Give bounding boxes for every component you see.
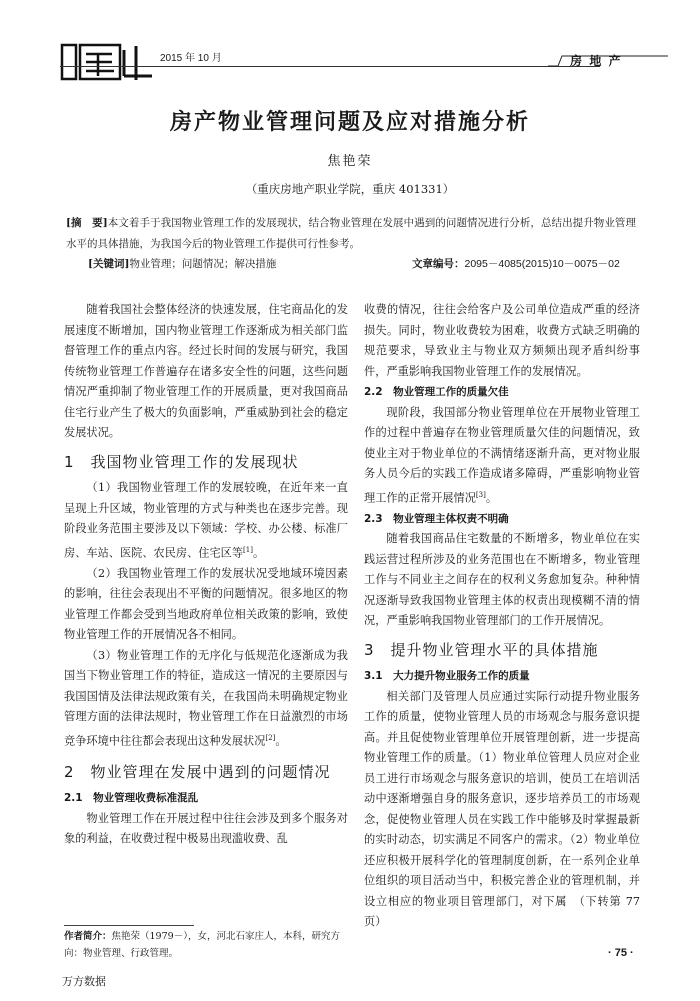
article-number	[412, 256, 620, 271]
footnote-text: 焦艳荣（1979－），女，河北石家庄人，本科，研究方向：物业管理、行政管理。	[64, 931, 340, 959]
ref-3: [3]	[475, 490, 486, 499]
watermark-text: 万方数据	[62, 975, 106, 988]
s1-p3-end: 。	[275, 734, 287, 748]
right-column	[364, 300, 640, 933]
s31-paragraph	[364, 687, 640, 933]
ref-2: [2]	[265, 733, 276, 742]
footnote-rule	[64, 925, 194, 926]
s22-text: 现阶段，我国部分物业管理单位在开展物业管理工作的过程中普遍存在物业管理质量欠佳的问题情况，致使业主对于物业单位的不满情绪逐渐升高，更对物业服务人员今后的实践工作造成诸多障碍，严重影响物业管理工作的正常开展情况	[364, 405, 640, 505]
s23-paragraph: 随着我国商品住宅数量的不断增多，物业单位在实践运营过程所涉及的业务范围也在不断增多，物业管理工作与不同业主之间存在的权利义务愈加复杂。种种情况逐渐导致我国物业管理主体的权责出现模糊不清的情况，严重影响我国物业管理部门的工作开展情况。	[364, 532, 640, 628]
keywords-text: 物业管理；问题情况；解决措施	[129, 258, 277, 270]
section-3-1-heading: 3.1 大力提升物业服务工作的质量	[364, 670, 530, 683]
author: 焦艳荣	[327, 154, 373, 169]
section-2-3-heading: 2.3 物业管理主体权责不明确	[364, 512, 509, 525]
section-1-heading: 1 我国物业管理工作的发展现状	[64, 452, 299, 471]
keywords	[88, 256, 276, 271]
s21-paragraph: 物业管理工作在开展过程中往往会涉及到多个服务对象的利益，在收费过程中极易出现滥收费、乱	[64, 811, 348, 846]
keywords-label: [关键词]	[88, 258, 130, 270]
header-rule	[60, 66, 600, 67]
s1-p1-text: （1）我国物业管理工作的发展较晚，在近年来一直呈现上升区域，物业管理的方式与种类也在逐步完善。现阶段业务范围主要涉及以下领域：学校、办公楼、标准厂房、车站、医院、农民房、住宅区等	[64, 481, 348, 560]
page-number: · 75 ·	[608, 947, 634, 959]
author-footnote	[64, 928, 346, 962]
article-number-label: 文章编号：	[412, 258, 465, 270]
continued-paragraph: 收费的情况，往往会给客户及公司单位造成严重的经济损失。同时，物业收费较为困难，收费方式缺乏明确的规范要求，导致业主与物业双方频频出现矛盾纠纷事件，严重影响我国物业管理工作的发展情况。	[364, 303, 640, 378]
section-3-heading: 3 提升物业管理水平的具体措施	[364, 640, 599, 659]
abstract-label: [摘 要]	[66, 217, 108, 229]
affiliation: （重庆房地产职业学院，重庆 401331）	[245, 182, 455, 196]
section-2-1-heading: 2.1 物业管理收费标准混乱	[64, 792, 199, 805]
article-number-text: 2095－4085(2015)10－0075－02	[464, 258, 620, 270]
s1-paragraph-2: （2）我国物业管理工作的发展状况受地域环境因素的影响，往往会表现出不平衡的问题情况。很多地区的物业管理工作都会受到当地政府单位相关政策的影响，致使物业管理工作的开展情况各不相同。	[64, 566, 348, 642]
intro-paragraph: 随着我国社会整体经济的快速发展，住宅商品化的发展速度不断增加，国内物业管理工作逐渐成为相关部门监督管理工作的重点内容。经过长时间的发展与研究，我国传统物业管理工作普遍存在诸多安全性的问题，这些问题情况严重抑制了物业管理工作的开展质量，更对我国商品住宅行业产生了极大的负面影响，严重威胁到社会的稳定发展状况。	[64, 303, 348, 439]
section-tag: 房 地 产	[570, 54, 623, 68]
left-column	[64, 300, 348, 850]
journal-logo	[60, 42, 170, 84]
s1-paragraph-1	[64, 478, 348, 564]
abstract	[66, 213, 636, 255]
ref-1: [1]	[243, 545, 253, 554]
issue-date: 2015 年 10 月	[160, 53, 222, 64]
s1-p1-end: 。	[252, 546, 265, 560]
footnote-label: 作者简介：	[64, 931, 112, 942]
s1-paragraph-3	[64, 646, 348, 752]
s22-paragraph	[364, 403, 640, 509]
continued-note: （下转第 77 页）	[364, 894, 640, 929]
abstract-text: 本文着手于我国物业管理工作的发展现状，结合物业管理在发展中遇到的问题情况进行分析，总结出提升物业管理水平的具体措施，为我国今后的物业管理工作提供可行性参考。	[66, 217, 636, 250]
article-title: 房产物业管理问题及应对措施分析	[169, 109, 530, 135]
section-2-heading: 2 物业管理在发展中遇到的问题情况	[64, 762, 331, 781]
s22-end: 。	[485, 491, 498, 505]
s1-p3-text: （3）物业管理工作的无序化与低规范化逐渐成为我国当下物业管理工作的特征，造成这一情况的主要原因与我国国情及法律法规政策有关，在我国尚未明确规定物业管理方面的法律法规时，物业管理工作在日益激烈的市场竞争环境中往往都会表现出这种发展状况	[64, 648, 348, 748]
s31-text: 相关部门及管理人员应通过实际行动提升物业服务工作的质量，使物业管理人员的市场观念与服务意识提高。并且促使物业管理单位开展管理创新，进一步提高物业管理工作的质量。（1）物业单位管理人员应对企业员工进行市场观念与服务意识的培训，使员工在培训活动中逐渐增强自身的服务意识，逐步培养员工的市场观念，促使物业管理人员在实践工作中能够及时掌握最新的实时动态，切实满足不同客户的需求。（2）物业单位还应积极开展科学化的管理制度创新，在一系列企业单位组织的项目活动当中，积极完善企业的管理机制，并设立相应的物业项目管理部门，对下属	[364, 689, 640, 908]
section-2-2-heading: 2.2 物业管理工作的质量欠佳	[364, 386, 509, 398]
